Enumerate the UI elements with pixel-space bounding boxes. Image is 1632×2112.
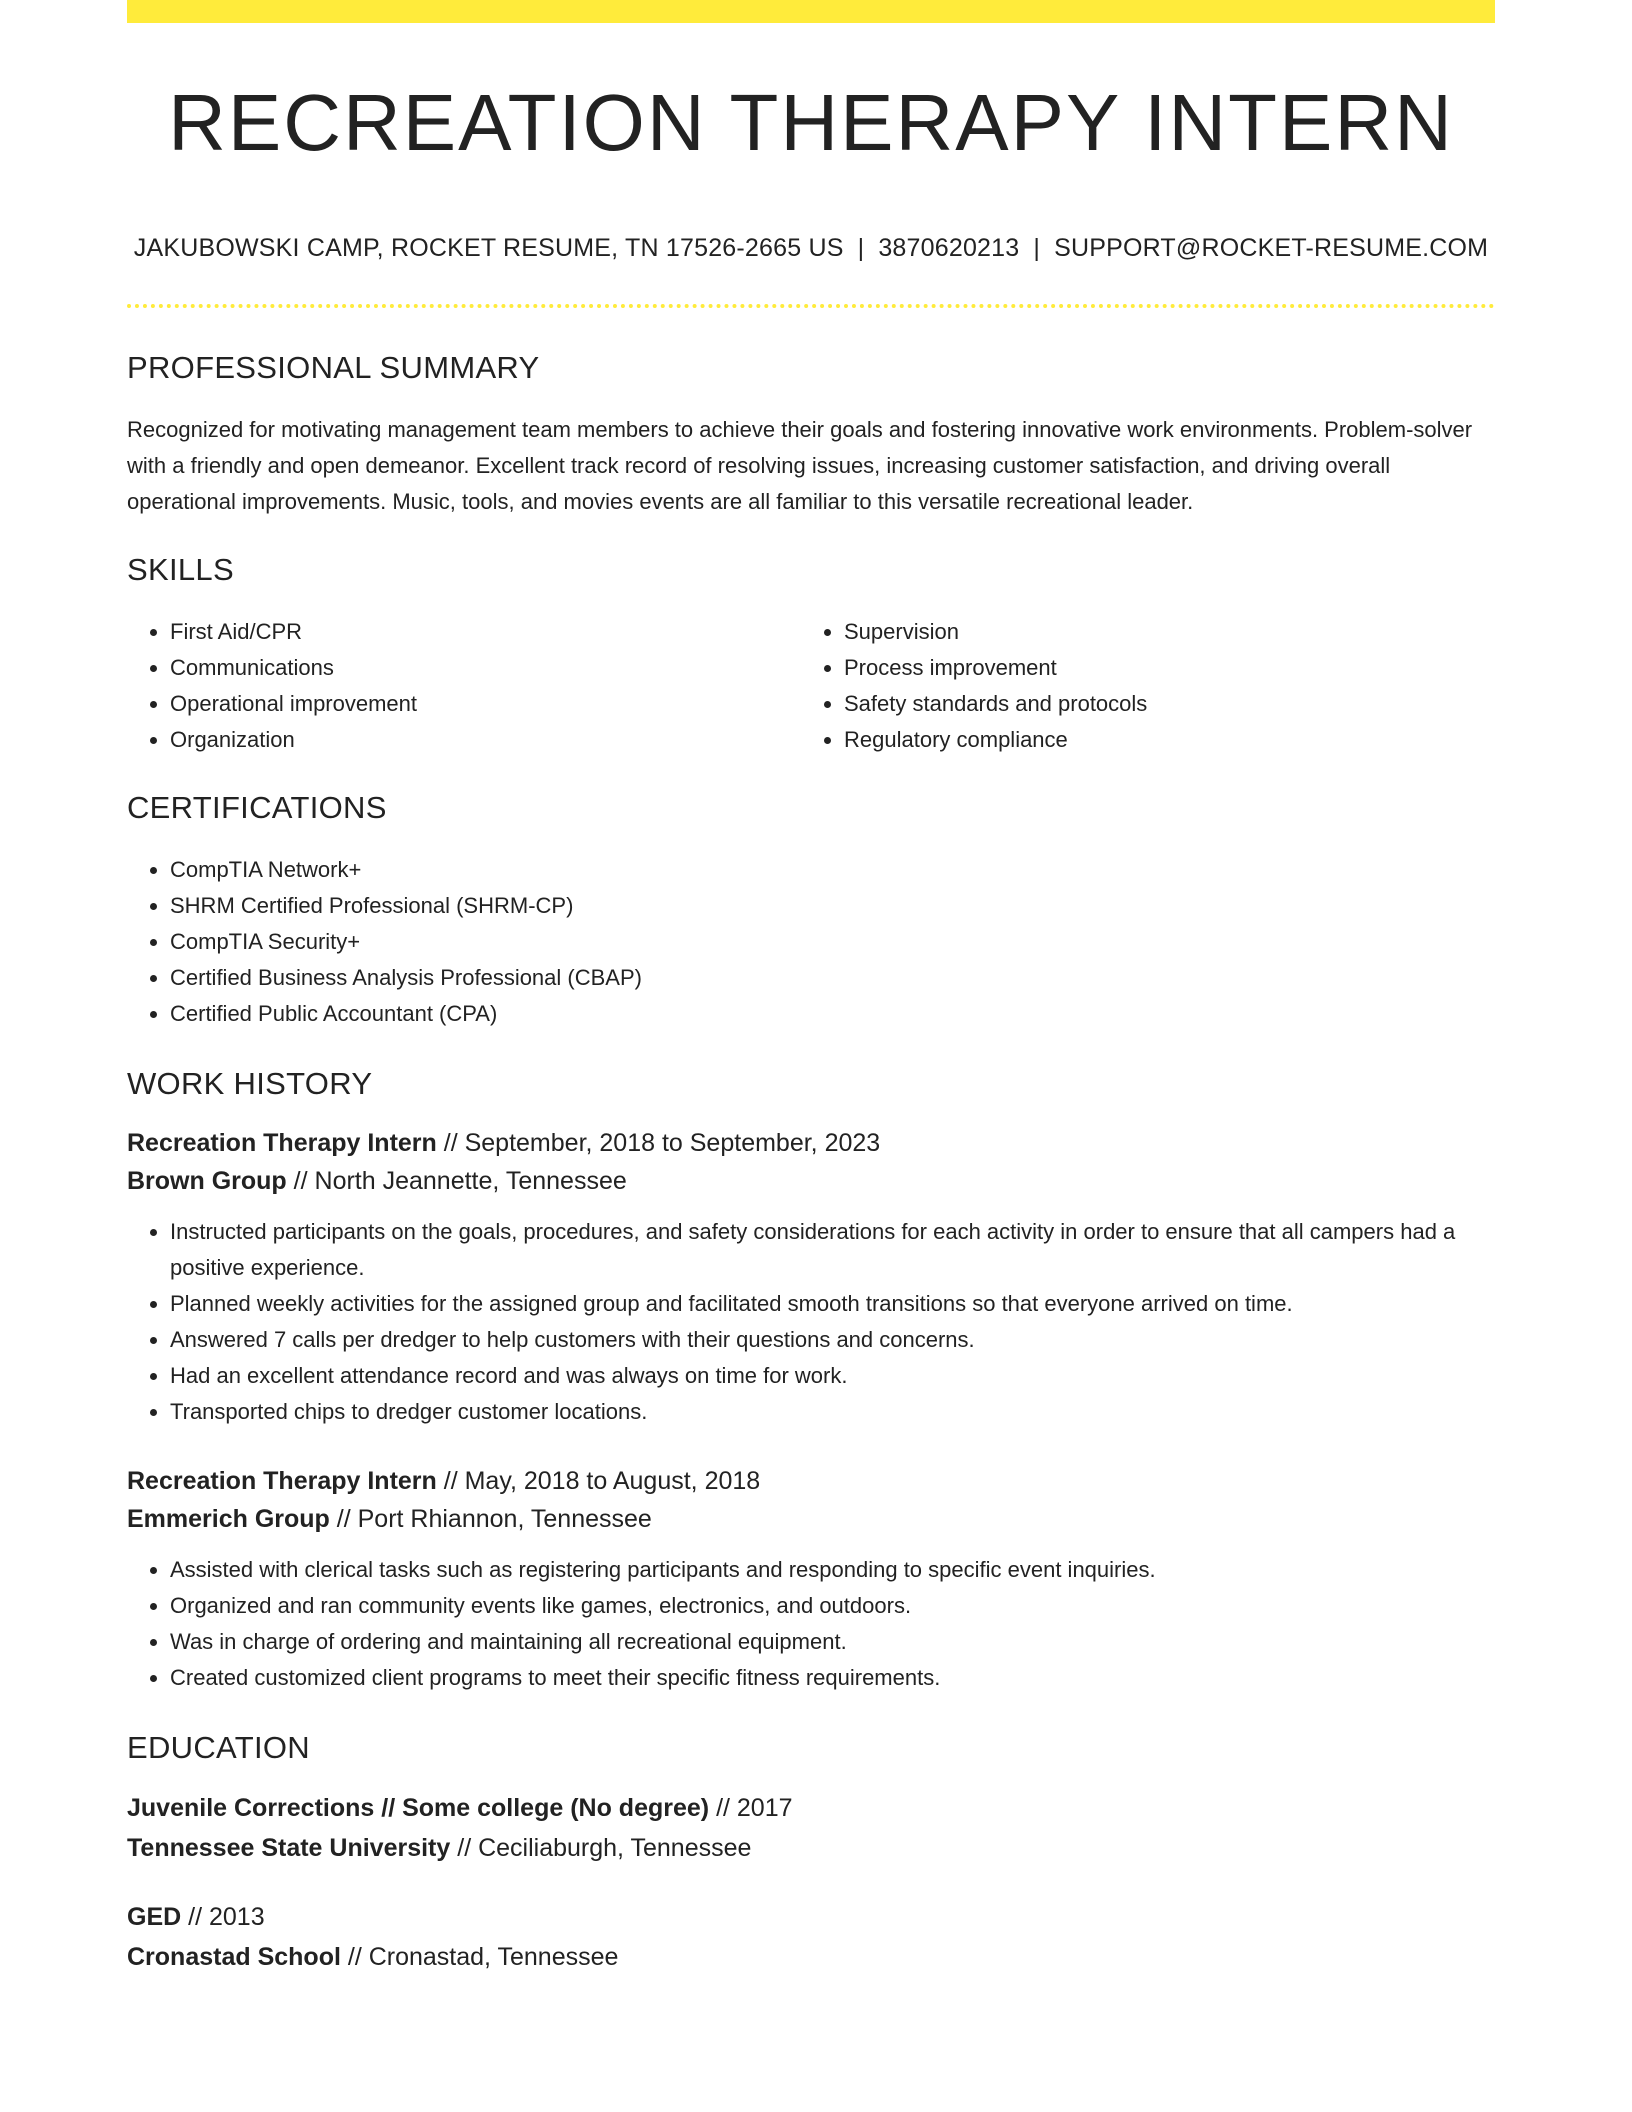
contact-phone: 3870620213 (878, 234, 1020, 262)
job-duty-item: • Created customized client programs to meet their specific fitness requirements. (170, 1660, 1495, 1696)
education-degree: GED (127, 1903, 182, 1931)
contact-address: JAKUBOWSKI CAMP, ROCKET RESUME, TN 17526-2665 US (133, 234, 844, 262)
job-duties-list (127, 1552, 1495, 1696)
education-school: Tennessee State University (127, 1834, 451, 1862)
skill-item: • Operational improvement (170, 686, 801, 722)
summary-heading: PROFESSIONAL SUMMARY (127, 350, 540, 385)
skill-item: • First Aid/CPR (170, 614, 801, 650)
education-location: // Cronastad, Tennessee (347, 1943, 619, 1971)
job-company-line (127, 1500, 1495, 1538)
contact-separator: | (857, 234, 865, 262)
job-entry (127, 1124, 1495, 1430)
certifications-heading: CERTIFICATIONS (127, 790, 387, 825)
skills-list (127, 614, 1495, 758)
education-school-line (127, 1937, 1495, 1977)
job-role: Recreation Therapy Intern (127, 1129, 437, 1157)
certification-item: • Certified Business Analysis Professional (CBAP) (170, 960, 1495, 996)
job-dates: // September, 2018 to September, 2023 (443, 1129, 881, 1157)
skills-column-right (801, 614, 1475, 758)
certification-item: • SHRM Certified Professional (SHRM-CP) (170, 888, 1495, 924)
skill-item: • Communications (170, 650, 801, 686)
contact-separator: | (1033, 234, 1041, 262)
skill-item: • Supervision (844, 614, 1475, 650)
education-degree: Juvenile Corrections // Some college (No degree) (127, 1794, 710, 1822)
skill-item: • Organization (170, 722, 801, 758)
job-duty-item: • Assisted with clerical tasks such as registering participants and responding to specific event inquiries. (170, 1552, 1495, 1588)
education-degree-line (127, 1897, 1495, 1937)
job-duty-item: • Planned weekly activities for the assigned group and facilitated smooth transitions so that everyone arrived on time. (170, 1286, 1495, 1322)
job-role: Recreation Therapy Intern (127, 1467, 437, 1495)
education-location: // Ceciliaburgh, Tennessee (457, 1834, 752, 1862)
job-duty-item: • Transported chips to dredger customer locations. (170, 1394, 1495, 1430)
job-location: // Port Rhiannon, Tennessee (336, 1505, 652, 1533)
job-location: // North Jeannette, Tennessee (293, 1167, 627, 1195)
education-school-line (127, 1828, 1495, 1868)
job-duty-item: • Answered 7 calls per dredger to help customers with their questions and concerns. (170, 1322, 1495, 1358)
accent-top-bar (127, 0, 1495, 23)
skill-item: • Regulatory compliance (844, 722, 1475, 758)
job-duty-item: • Organized and ran community events like games, electronics, and outdoors. (170, 1588, 1495, 1624)
job-entry (127, 1462, 1495, 1696)
resume-page (127, 0, 1495, 1977)
job-company: Brown Group (127, 1167, 287, 1195)
work-history-heading: WORK HISTORY (127, 1066, 373, 1101)
job-dates: // May, 2018 to August, 2018 (443, 1467, 761, 1495)
education-heading: EDUCATION (127, 1730, 310, 1765)
contact-email: SUPPORT@ROCKET-RESUME.COM (1054, 234, 1489, 262)
job-title-line (127, 1124, 1495, 1162)
certification-item: • Certified Public Accountant (CPA) (170, 996, 1495, 1032)
job-duties-list (127, 1214, 1495, 1430)
education-school: Cronastad School (127, 1943, 341, 1971)
education-year: // 2017 (716, 1794, 793, 1822)
skill-item: • Safety standards and protocols (844, 686, 1475, 722)
certification-item: • CompTIA Network+ (170, 852, 1495, 888)
dotted-divider (127, 304, 1495, 308)
education-degree-line (127, 1788, 1495, 1828)
skills-heading: SKILLS (127, 552, 234, 587)
job-duty-item: • Was in charge of ordering and maintaining all recreational equipment. (170, 1624, 1495, 1660)
job-company: Emmerich Group (127, 1505, 330, 1533)
job-title-line (127, 1462, 1495, 1500)
contact-line (127, 234, 1495, 263)
skills-column-left (127, 614, 801, 758)
summary-text: Recognized for motivating management team members to achieve their goals and fostering innovative work environments. Problem-solver with a friendly and open demeanor. Excellent track record of resolving issues, increasing customer satisfaction, and driving overall operational improvements. Music, tools, and movies events are all familiar to this versatile recreational leader. (127, 417, 1473, 514)
skill-item: • Process improvement (844, 650, 1475, 686)
certification-item: • CompTIA Security+ (170, 924, 1495, 960)
job-duty-item: • Instructed participants on the goals, procedures, and safety considerations for each activity in order to ensure that all campers had a positive experience. (170, 1214, 1495, 1286)
certifications-list (127, 852, 1495, 1032)
education-year: // 2013 (188, 1903, 265, 1931)
job-duty-item: • Had an excellent attendance record and was always on time for work. (170, 1358, 1495, 1394)
candidate-name: RECREATION THERAPY INTERN (168, 78, 1454, 167)
job-company-line (127, 1162, 1495, 1200)
education-entry (127, 1788, 1495, 1868)
education-entry (127, 1897, 1495, 1977)
